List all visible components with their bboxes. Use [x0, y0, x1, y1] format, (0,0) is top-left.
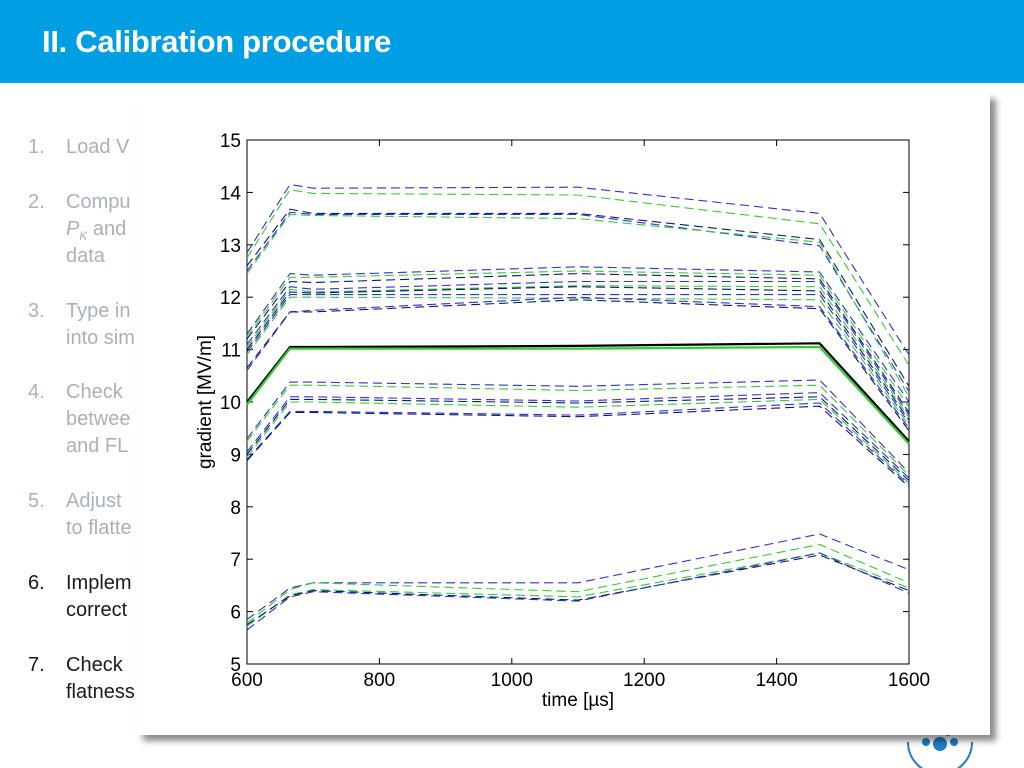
- list-item-number: 2.: [28, 191, 45, 213]
- header-bar: [0, 0, 1024, 83]
- y-tick-label: 8: [230, 497, 241, 519]
- list-item-number: 3.: [28, 300, 45, 322]
- list-item-number: 6.: [28, 572, 45, 594]
- x-tick-label: 800: [363, 670, 396, 691]
- y-tick-label: 9: [230, 445, 241, 467]
- list-item-number: 5.: [28, 490, 45, 512]
- list-item-text: P: [66, 218, 80, 240]
- list-item-text: to flatte: [66, 517, 132, 539]
- y-tick-label: 5: [230, 655, 241, 676]
- gradient-vs-time-chart: [137, 93, 990, 735]
- list-item-text: and: [92, 218, 127, 240]
- y-tick-label: 12: [219, 288, 241, 310]
- y-tick-label: 11: [221, 340, 241, 362]
- list-item-text: Implem: [66, 572, 132, 594]
- x-tick-label: 1200: [623, 670, 666, 691]
- x-tick-label: 1600: [887, 670, 931, 691]
- list-item-text: flatness: [66, 681, 135, 703]
- y-tick-label: 10: [219, 393, 241, 414]
- list-item-text: Adjust: [66, 490, 122, 512]
- list-item-text: data: [66, 245, 105, 267]
- list-item-text: Type in: [66, 300, 131, 322]
- y-axis-label: gradient [MV/m]: [195, 334, 216, 470]
- list-item-text: and FL: [66, 435, 129, 457]
- list-item-number: 7.: [28, 654, 45, 676]
- list-item-text: Check: [66, 381, 123, 403]
- list-item-text: correct: [66, 599, 128, 621]
- y-tick-label: 14: [219, 183, 241, 205]
- list-item-text: Check: [66, 654, 123, 676]
- x-tick-label: 1400: [755, 670, 798, 691]
- x-axis-label: time [µs]: [541, 690, 615, 711]
- y-tick-label: 15: [219, 131, 241, 152]
- x-tick-label: 600: [231, 670, 263, 691]
- y-tick-label: 13: [219, 235, 241, 257]
- list-item-number: 1.: [28, 136, 45, 158]
- list-item-text: into sim: [66, 327, 135, 349]
- y-tick-label: 6: [230, 602, 241, 624]
- list-item-text: Load V: [66, 136, 130, 158]
- page-title: II. Calibration procedure: [42, 24, 392, 59]
- y-tick-label: 7: [230, 550, 241, 572]
- list-item-text: betwee: [66, 408, 131, 430]
- list-item-text: Compu: [66, 191, 131, 213]
- list-item-subscript: K: [79, 229, 88, 243]
- list-item-number: 4.: [28, 381, 45, 403]
- x-tick-label: 1000: [490, 670, 533, 691]
- plot-area: [247, 140, 909, 664]
